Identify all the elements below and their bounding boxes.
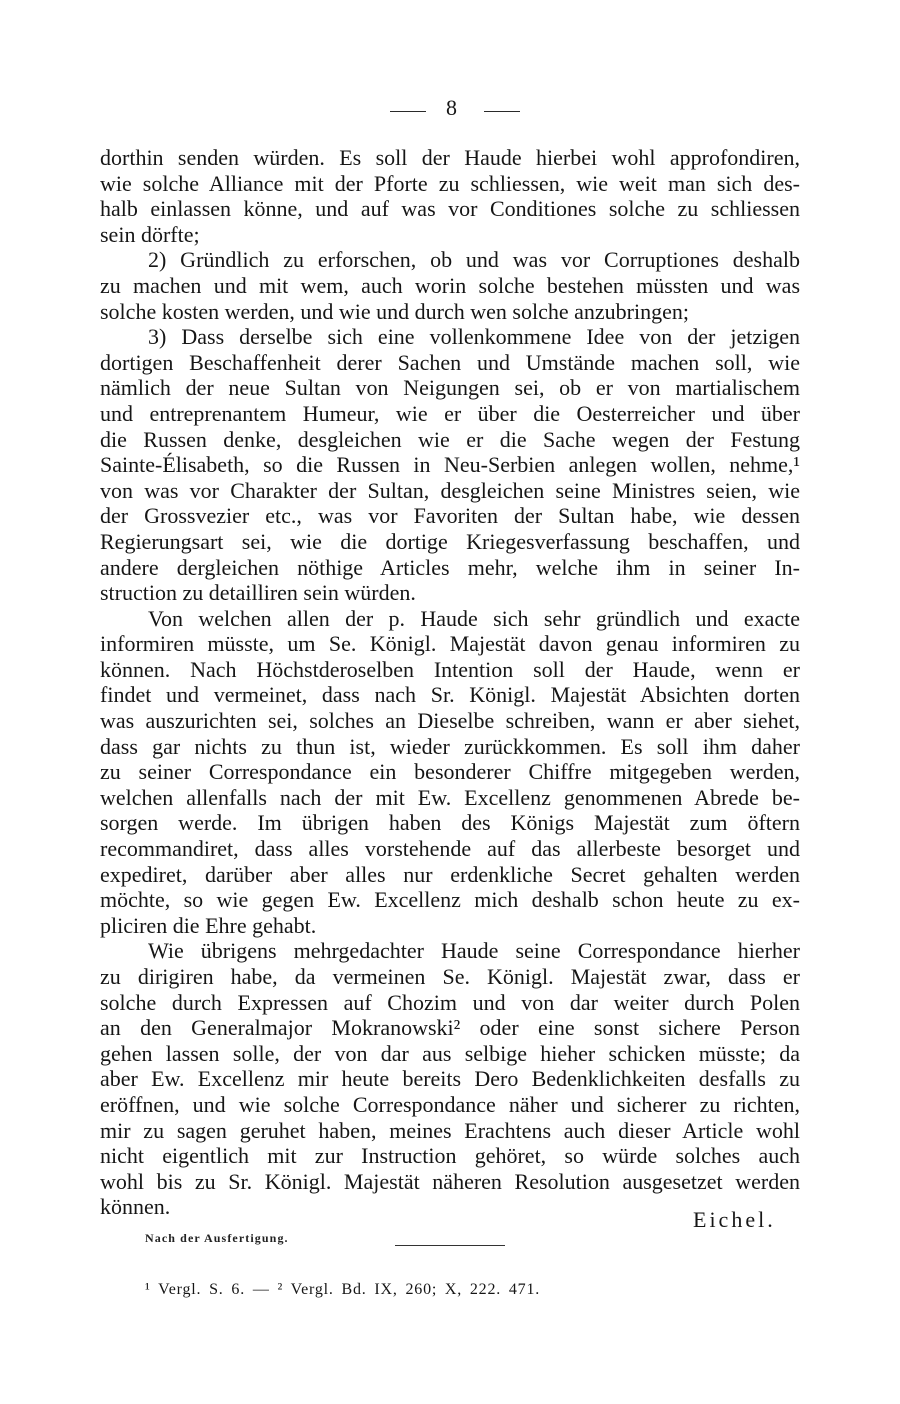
- text-line: sein dörfte;: [100, 221, 200, 247]
- source-note: Nach der Ausfertigung.: [145, 1231, 289, 1245]
- text-line: struction zu detailliren sein würden.: [100, 580, 416, 606]
- text-line: zu dirigiren habe, da vermeinen Se. Königl. Majestät zwar, dass er: [100, 964, 800, 989]
- paragraph: [100, 145, 800, 247]
- text-line: die Russen denke, desgleichen wie er die Sache wegen der Festung: [100, 426, 800, 452]
- footnote-separator: —: [252, 1281, 270, 1298]
- text-line: solche durch Expressen auf Chozim und von dar weiter durch Polen: [100, 989, 800, 1015]
- paragraph: [100, 938, 800, 1220]
- footnote-text: Vergl. S. 6.: [158, 1281, 245, 1298]
- text-line: eröffnen, und wie solche Correspondance näher und sicherer zu richten,: [100, 1091, 800, 1117]
- text-line: von was vor Charakter der Sultan, desgleichen seine Ministres seien, wie: [100, 477, 800, 503]
- text-line: recommandiret, dass alles vorstehende auf das allerbeste besorget und: [100, 836, 800, 862]
- text-line: aber Ew. Excellenz mir heute bereits Dero Bedenklichkeiten desfalls zu: [100, 1066, 800, 1092]
- paragraph: [100, 247, 800, 324]
- text-line: dortigen Beschaffenheit derer Sachen und Umstände machen soll, wie: [100, 349, 800, 375]
- paragraph: [100, 606, 800, 939]
- footnote-text: Vergl. Bd. IX, 260; X, 222. 471.: [290, 1281, 541, 1298]
- page-number: 8: [446, 95, 457, 120]
- text-line: gehen lassen solle, der von dar aus selbige hieher schicken müsste; da: [100, 1040, 800, 1066]
- text-line: zu machen und mit wem, auch worin solche bestehen müssten und was: [100, 272, 800, 298]
- text-line: sorgen werde. Im übrigen haben des Königs Majestät zum öftern: [100, 810, 800, 836]
- text-line: solche kosten werden, und wie und durch wen solche anzubringen;: [100, 298, 689, 324]
- text-line: welchen allenfalls nach der mit Ew. Excellenz genommenen Abrede be-: [100, 784, 800, 810]
- text-line: informiren müsste, um Se. Königl. Majestät davon genau informiren zu: [100, 631, 800, 657]
- footnote-marker: ¹: [145, 1281, 151, 1298]
- text-line: 3) Dass derselbe sich eine vollenkommene Idee von der jetzigen: [148, 324, 800, 350]
- text-line: können.: [100, 1194, 171, 1220]
- signature: Eichel.: [693, 1207, 776, 1232]
- text-line: Von welchen allen der p. Haude sich sehr gründlich und exacte: [148, 605, 800, 631]
- text-line: dorthin senden würden. Es soll der Haude hierbei wohl approfondiren,: [100, 145, 800, 170]
- text-line: wohl bis zu Sr. Königl. Majestät näheren Resolution ausgesetzet werden: [100, 1168, 800, 1194]
- text-line: zu seiner Correspondance ein besonderer Chiffre mitgegeben werden,: [100, 759, 800, 785]
- text-line: der Grossvezier etc., was vor Favoriten der Sultan habe, wie dessen: [100, 503, 800, 529]
- text-line: dass gar nichts zu thun ist, wieder zurückkommen. Es soll ihm daher: [100, 733, 800, 759]
- text-line: andere dergleichen nöthige Articles mehr, welche ihm in seiner In-: [100, 554, 800, 580]
- footnotes: [145, 1280, 540, 1300]
- text-line: nämlich der neue Sultan von Neigungen sei, ob er von martialischem: [100, 375, 800, 401]
- text-line: nicht eigentlich mit zur Instruction gehöret, so würde solches auch: [100, 1143, 800, 1169]
- page-number-rule-right: [484, 111, 520, 112]
- text-line: Sainte-Élisabeth, so die Russen in Neu-Serbien anlegen wollen, nehme,¹: [100, 452, 800, 478]
- footnote-rule: [395, 1245, 505, 1246]
- text-line: 2) Gründlich zu erforschen, ob und was vor Corruptiones deshalb: [148, 247, 800, 273]
- text-line: können. Nach Höchstderoselben Intention soll der Haude, wenn er: [100, 656, 800, 682]
- text-line: möchte, so wie gegen Ew. Excellenz mich deshalb schon heute zu ex-: [100, 887, 800, 913]
- text-line: an den Generalmajor Mokranowski² oder eine sonst sichere Person: [100, 1015, 800, 1041]
- text-line: pliciren die Ehre gehabt.: [100, 912, 317, 938]
- text-line: Regierungsart sei, wie die dortige Kriegesverfassung beschaffen, und: [100, 528, 800, 554]
- text-line: mir zu sagen geruhet haben, meines Erachtens auch dieser Article wohl: [100, 1117, 800, 1143]
- footnote-marker: ²: [277, 1281, 284, 1298]
- text-line: halb einlassen könne, und auf was vor Conditiones solche zu schliessen: [100, 196, 800, 222]
- text-line: Wie übrigens mehrgedachter Haude seine Correspondance hierher: [148, 938, 800, 964]
- paragraph: [100, 324, 800, 606]
- text-line: findet und vermeinet, dass nach Sr. Königl. Majestät Absichten dorten: [100, 682, 800, 708]
- page-number-rule-left: [390, 111, 426, 112]
- text-line: expediret, darüber aber alles nur erdenkliche Secret gehalten werden: [100, 861, 800, 887]
- text-line: was auszurichten sei, solches an Dieselbe schreiben, wann er aber siehet,: [100, 708, 800, 734]
- text-block: [100, 145, 800, 1220]
- text-line: wie solche Alliance mit der Pforte zu schliessen, wie weit man sich des-: [100, 170, 800, 196]
- text-line: und entreprenantem Humeur, wie er über die Oesterreicher und über: [100, 400, 800, 426]
